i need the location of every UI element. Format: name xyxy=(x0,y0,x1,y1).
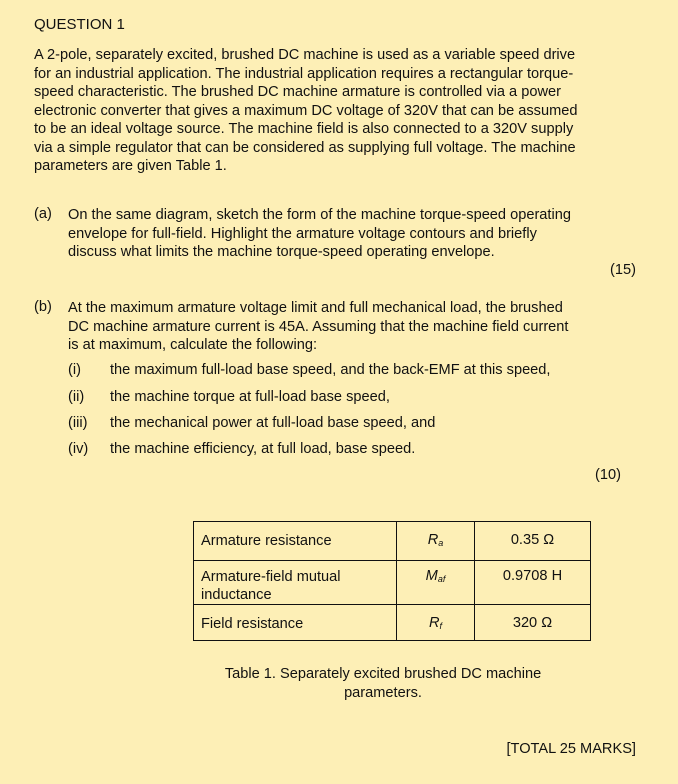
part-b-line: At the maximum armature voltage limit and full mechanical load, the brushed xyxy=(68,300,563,316)
parameter-symbol: $M_{af}$ xyxy=(397,561,475,605)
parameters-table xyxy=(193,521,591,641)
part-a-text xyxy=(68,206,571,262)
subpart-text: the maximum full-load base speed, and the back-EMF at this speed, xyxy=(110,362,551,378)
intro-line: A 2-pole, separately excited, brushed DC machine is used as a variable speed drive xyxy=(34,47,576,63)
table-row xyxy=(194,522,591,561)
parameter-value: 0.9708 H xyxy=(475,561,591,605)
subpart-text: the mechanical power at full-load base speed, and xyxy=(110,415,436,431)
subpart-number: (i) xyxy=(68,362,81,378)
intro-line: parameters are given Table 1. xyxy=(34,158,227,174)
part-b-marks: (10) xyxy=(595,467,621,483)
part-b-text xyxy=(68,299,568,355)
intro-line: to be an ideal voltage source. The machine field is also connected to a 320V supply xyxy=(34,121,574,137)
parameter-symbol: $R_a$ xyxy=(397,522,475,561)
parameter-symbol: $R_f$ xyxy=(397,605,475,641)
part-b-line: is at maximum, calculate the following: xyxy=(68,337,318,353)
table-row xyxy=(194,605,591,641)
table-caption xyxy=(193,665,573,703)
part-b-line: DC machine armature current is 45A. Assuming that the machine field current xyxy=(68,318,569,335)
subpart-text: the machine torque at full-load base speed, xyxy=(110,389,390,405)
part-a-line: discuss what limits the machine torque-speed operating envelope. xyxy=(68,244,495,260)
intro-line: via a simple regulator that can be considered as supplying full voltage. The machine xyxy=(34,139,576,156)
subpart-text: the machine efficiency, at full load, base speed. xyxy=(110,441,416,457)
part-b-label: (b) xyxy=(34,299,52,315)
parameter-name: Field resistance xyxy=(194,605,397,641)
subpart-number: (iv) xyxy=(68,441,89,457)
question-title: QUESTION 1 xyxy=(34,16,125,33)
part-a-line: envelope for full-field. Highlight the armature voltage contours and briefly xyxy=(68,225,537,242)
part-a-marks: (15) xyxy=(610,262,636,278)
parameter-name: Armature resistance xyxy=(194,522,397,561)
table-row xyxy=(194,561,591,605)
subpart-number: (iii) xyxy=(68,415,88,431)
parameter-value: 320 Ω xyxy=(475,605,591,641)
part-a-line: On the same diagram, sketch the form of the machine torque-speed operating xyxy=(68,207,571,223)
parameter-name: Armature-field mutual inductance xyxy=(194,561,397,605)
part-a-label: (a) xyxy=(34,206,52,222)
total-marks: [TOTAL 25 MARKS] xyxy=(506,741,636,757)
subpart-number: (ii) xyxy=(68,389,85,405)
intro-line: speed characteristic. The brushed DC machine armature is controlled via a power xyxy=(34,84,561,100)
intro-paragraph xyxy=(34,46,577,176)
intro-line: for an industrial application. The industrial application requires a rectangular torque- xyxy=(34,65,574,82)
intro-line: electronic converter that gives a maximum DC voltage of 320V that can be assumed xyxy=(34,102,578,119)
caption-line: Table 1. Separately excited brushed DC machine xyxy=(224,666,542,682)
caption-line: parameters. xyxy=(344,685,422,701)
parameter-value: 0.35 Ω xyxy=(475,522,591,561)
